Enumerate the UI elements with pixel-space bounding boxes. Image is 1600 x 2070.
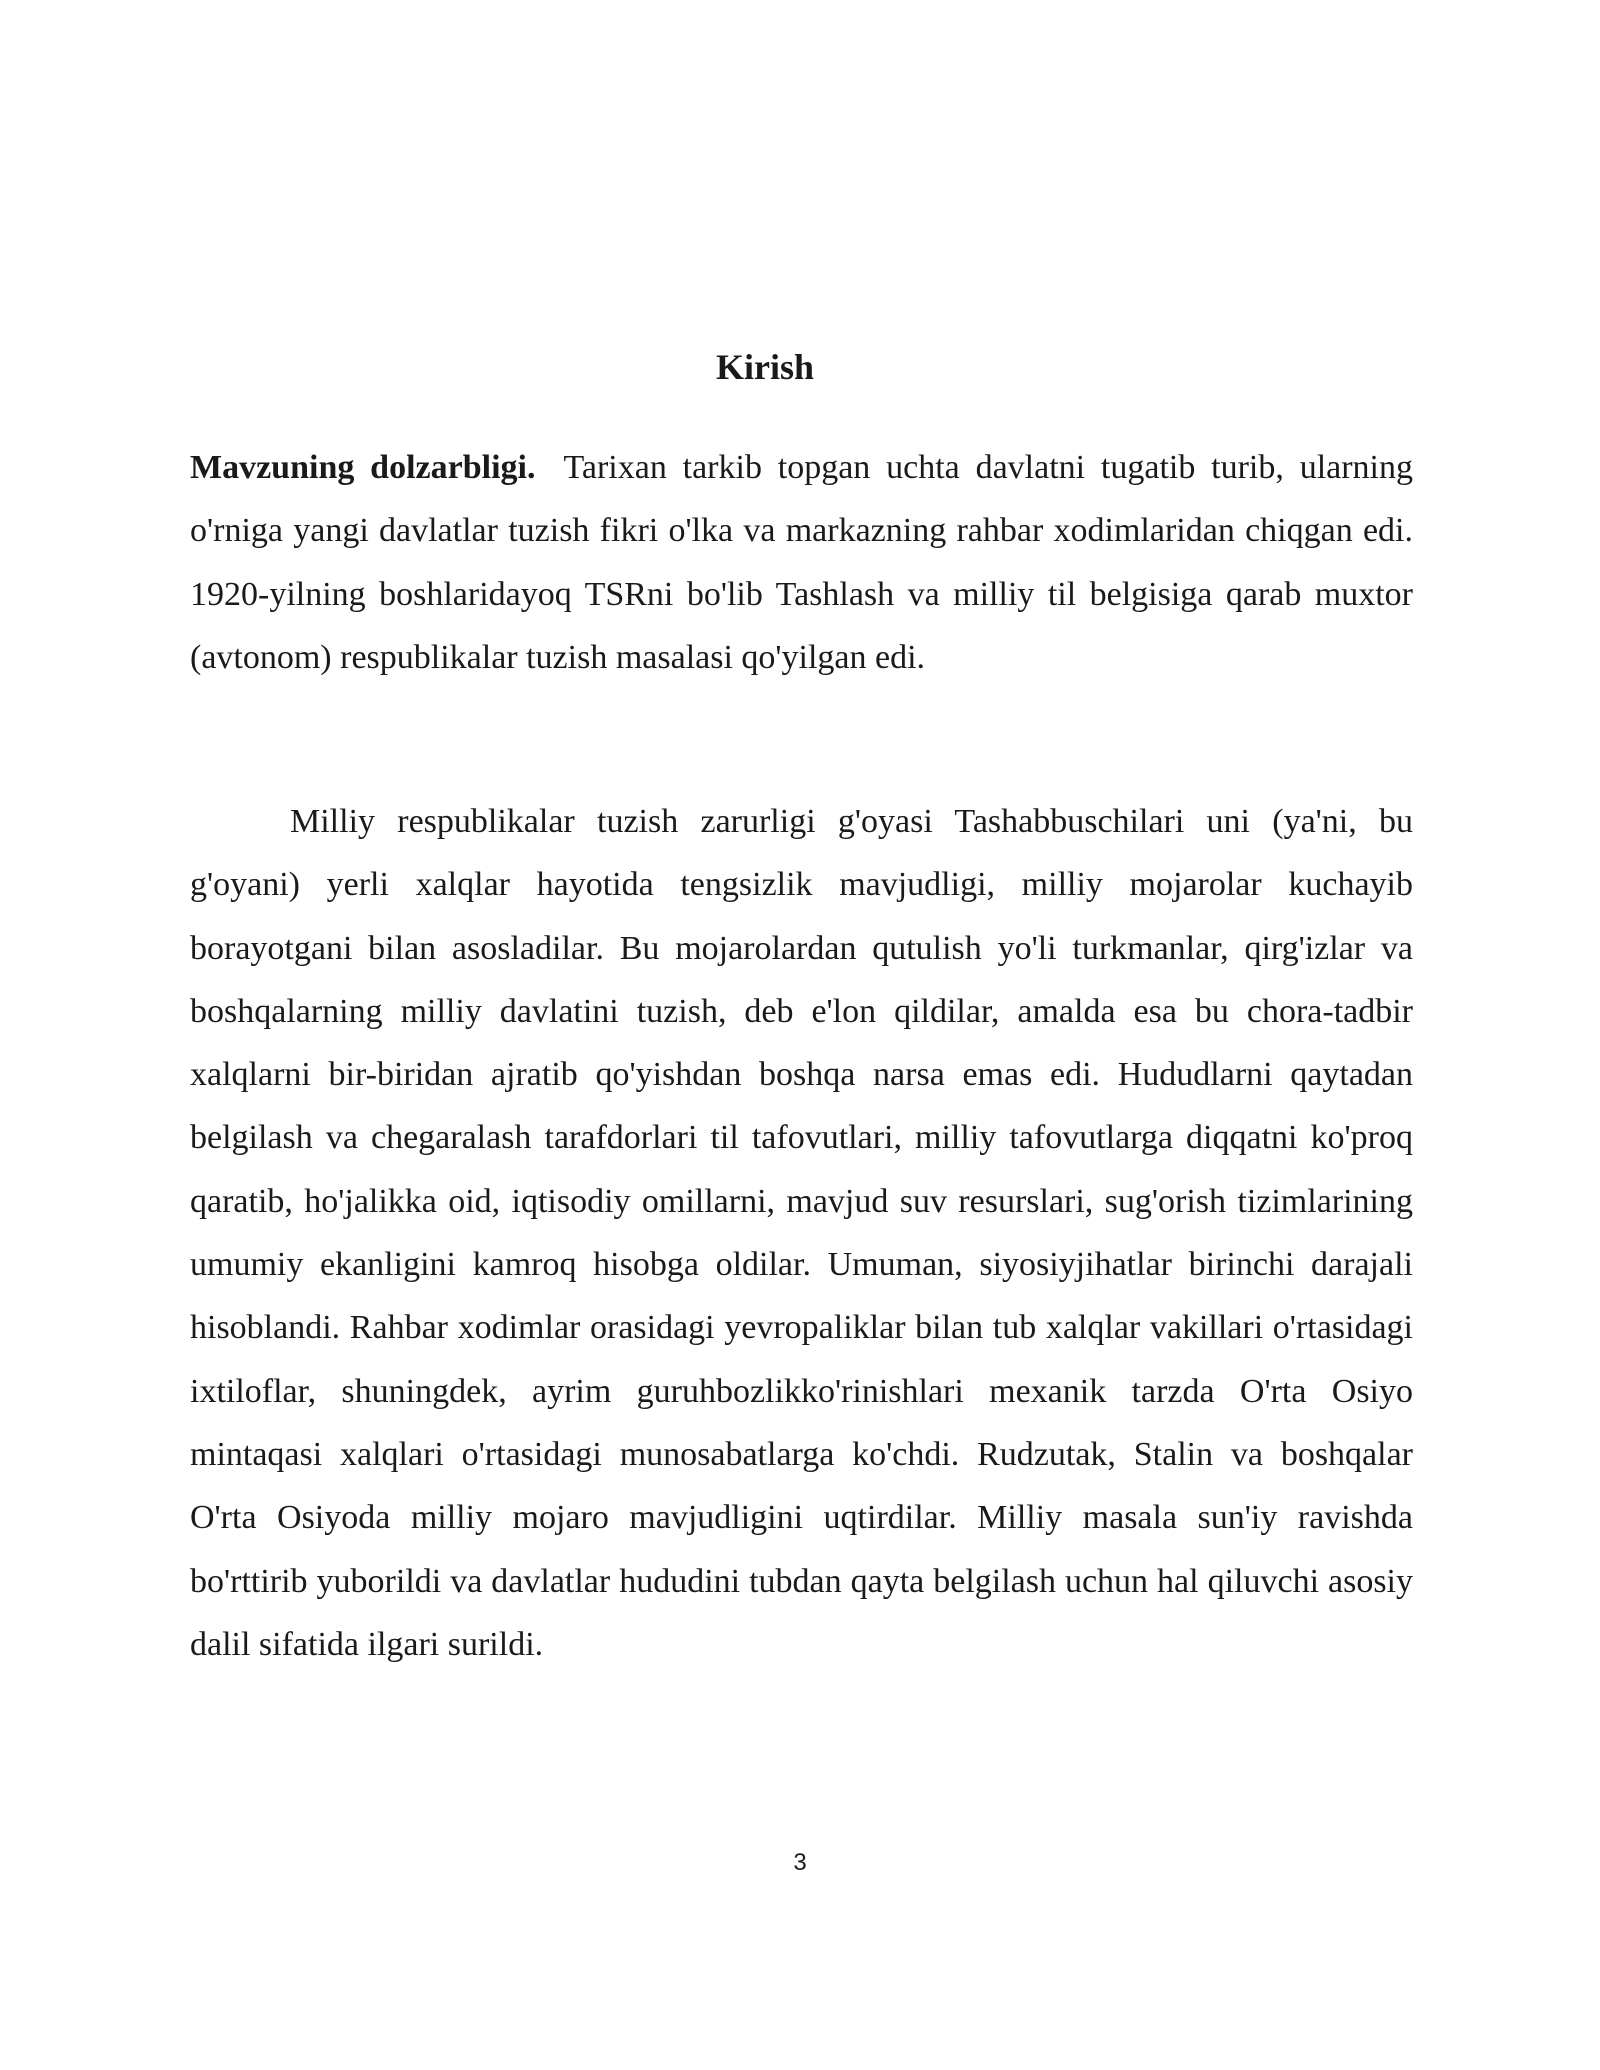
section-heading: Kirish bbox=[715, 347, 814, 387]
paragraph-relevance bbox=[190, 436, 1413, 689]
paragraph-body bbox=[190, 790, 1413, 1676]
paragraph-lead-title: Mavzuning dolzarbligi. bbox=[190, 449, 536, 486]
paragraph-text: Tarixan tarkib topgan uchta davlatni tugatib turib, ularning o'rniga yangi davlatlar tuzish fikri o'lka va markazning rahbar xodimlaridan chiqgan edi. 1920-yilning boshlaridayoq TSRni bo'lib Tashlash va milliy til belgisiga qarab muxtor (avtonom) respublikalar tuzish masalasi qo'yilgan edi. bbox=[190, 449, 1413, 676]
paragraph-text: Milliy respublikalar tuzish zarurligi g'oyasi Tashabbuschilari uni (ya'ni, bu g'oyani) yerli xalqlar hayotida tengsizlik mavjudligi, milliy mojarolar kuchayib borayotgani bilan asosladilar. Bu mojarolardan qutulish yo'li turkmanlar, qirg'izlar va boshqalarning milliy davlatini tuzish, deb e'lon qildilar, amalda esa bu chora-tadbir xalqlarni bir-biridan ajratib qo'yishdan boshqa narsa emas edi. Hududlarni qaytadan belgilash va chegaralash tarafdorlari til tafovutlari, milliy tafovutlarga diqqatni ko'proq qaratib, ho'jalikka oid, iqtisodiy omillarni, mavjud suv resurslari, sug'orish tizimlarining umumiy ekanligini kamroq hisobga oldilar. Umuman, siyosiyjihatlar birinchi darajali hisoblandi. Rahbar xodimlar orasidagi yevropaliklar bilan tub xalqlar vakillari o'rtasidagi ixtiloflar, shuningdek, ayrim guruhbozlikko'rinishlari mexanik tarzda O'rta Osiyo mintaqasi xalqlari o'rtasidagi munosabatlarga ko'chdi. Rudzutak, Stalin va boshqalar O'rta Osiyoda milliy mojaro mavjudligini uqtirdilar. Milliy masala sun'iy ravishda bo'rttirib yuborildi va davlatlar hududini tubdan qayta belgilash uchun hal qiluvchi asosiy dalil sifatida ilgari surildi. bbox=[190, 803, 1413, 1663]
page-number: 3 bbox=[793, 1849, 807, 1876]
